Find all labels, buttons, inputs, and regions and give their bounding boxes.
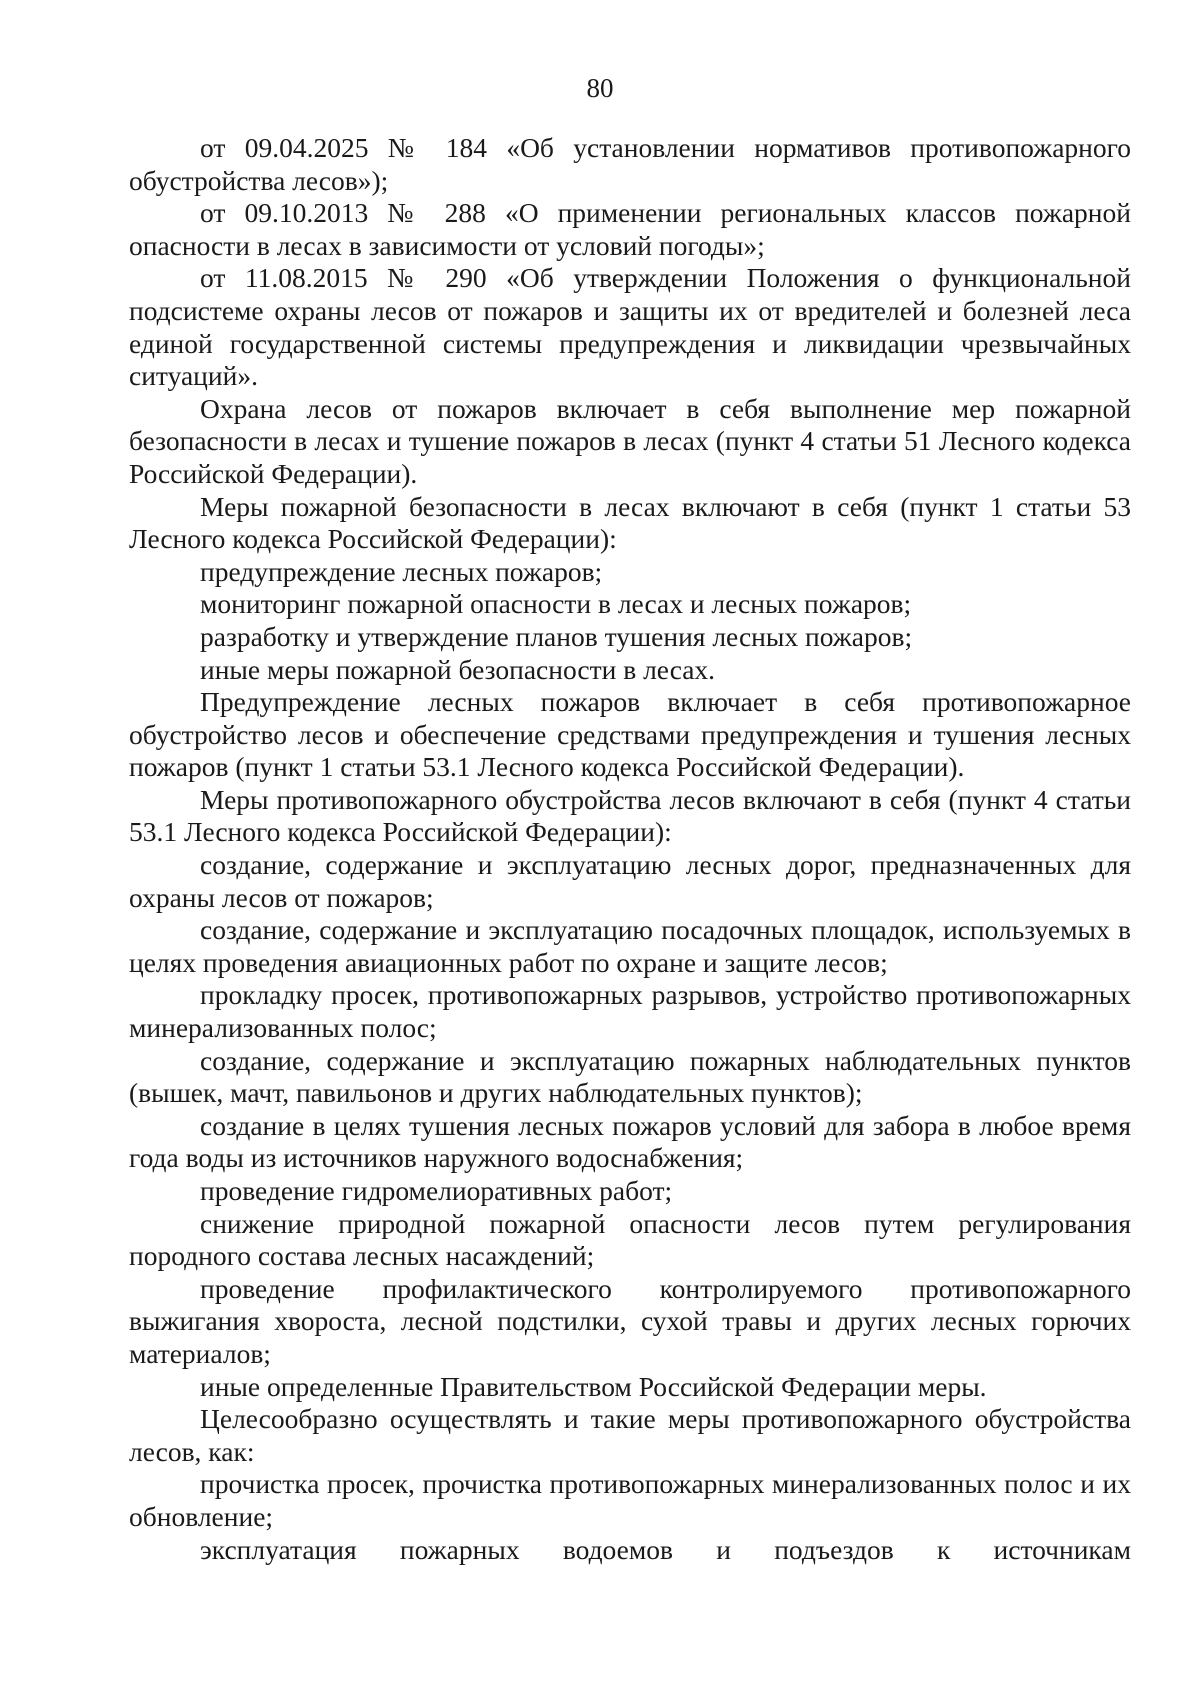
list-item: прочистка просек, прочистка противопожарных минерализованных полос и их обновление; — [129, 1468, 1131, 1532]
list-item: иные меры пожарной безопасности в лесах. — [200, 653, 716, 685]
list-item: иные определенные Правительством Российской Федерации меры. — [200, 1370, 987, 1402]
paragraph: от 11.08.2015 № 290 «Об утверждении Положения о функциональной подсистеме охраны лесов от пожаров и защиты их от вредителей и болезней леса единой государственной системы предупреждения и ликвидации чрезвычайных ситуаций». — [129, 262, 1131, 392]
paragraph: Целесообразно осуществлять и такие меры противопожарного обустройства лесов, как: — [129, 1403, 1131, 1467]
page-number: 80 — [586, 73, 614, 103]
paragraph: Меры пожарной безопасности в лесах включают в себя (пункт 1 статьи 53 Лесного кодекса Российской Федерации): — [129, 490, 1131, 555]
paragraph: Охрана лесов от пожаров включает в себя выполнение мер пожарной безопасности в лесах и тушение пожаров в лесах (пункт 4 статьи 51 Лесного кодекса Российской Федерации). — [129, 392, 1131, 489]
list-item: снижение природной пожарной опасности лесов путем регулирования породного состава лесных насаждений; — [129, 1207, 1131, 1272]
paragraph: Предупреждение лесных пожаров включает в себя противопожарное обустройство лесов и обеспечение средствами предупреждения и тушения лесных пожаров (пункт 1 статьи 53.1 Лесного кодекса Российской Федерации). — [129, 686, 1131, 783]
list-item: создание, содержание и эксплуатацию посадочных площадок, используемых в целях проведения авиационных работ по охране и защите лесов; — [129, 914, 1131, 978]
list-item: проведение профилактического контролируемого противопожарного выжигания хвороста, лесной подстилки, сухой травы и других лесных горючих материалов; — [129, 1272, 1131, 1369]
paragraph: от 09.10.2013 № 288 «О применении региональных классов пожарной опасности в лесах в зависимости от условий погоды»; — [129, 197, 1131, 261]
list-item: мониторинг пожарной опасности в лесах и лесных пожаров; — [200, 588, 912, 620]
list-item: создание, содержание и эксплуатацию пожарных наблюдательных пунктов (вышек, мачт, павильонов и других наблюдательных пунктов); — [129, 1044, 1131, 1109]
paragraph: от 09.04.2025 № 184 «Об установлении нормативов противопожарного обустройства лесов»); — [129, 132, 1131, 196]
list-item: эксплуатация пожарных водоемов и подъездов к источникам — [200, 1533, 1131, 1565]
list-item: разработку и утверждение планов тушения лесных пожаров; — [200, 620, 913, 652]
list-item: предупреждение лесных пожаров; — [200, 555, 603, 587]
list-item: создание, содержание и эксплуатацию лесных дорог, предназначенных для охраны лесов от пожаров; — [129, 849, 1131, 913]
list-item: создание в целях тушения лесных пожаров условий для забора в любое время года воды из источников наружного водоснабжения; — [129, 1109, 1131, 1174]
document-body — [129, 132, 1131, 1566]
list-item: прокладку просек, противопожарных разрывов, устройство противопожарных минерализованных полос; — [129, 979, 1131, 1044]
paragraph: Меры противопожарного обустройства лесов включают в себя (пункт 4 статьи 53.1 Лесного кодекса Российской Федерации): — [129, 783, 1131, 848]
list-item: проведение гидромелиоративных работ; — [200, 1175, 673, 1206]
